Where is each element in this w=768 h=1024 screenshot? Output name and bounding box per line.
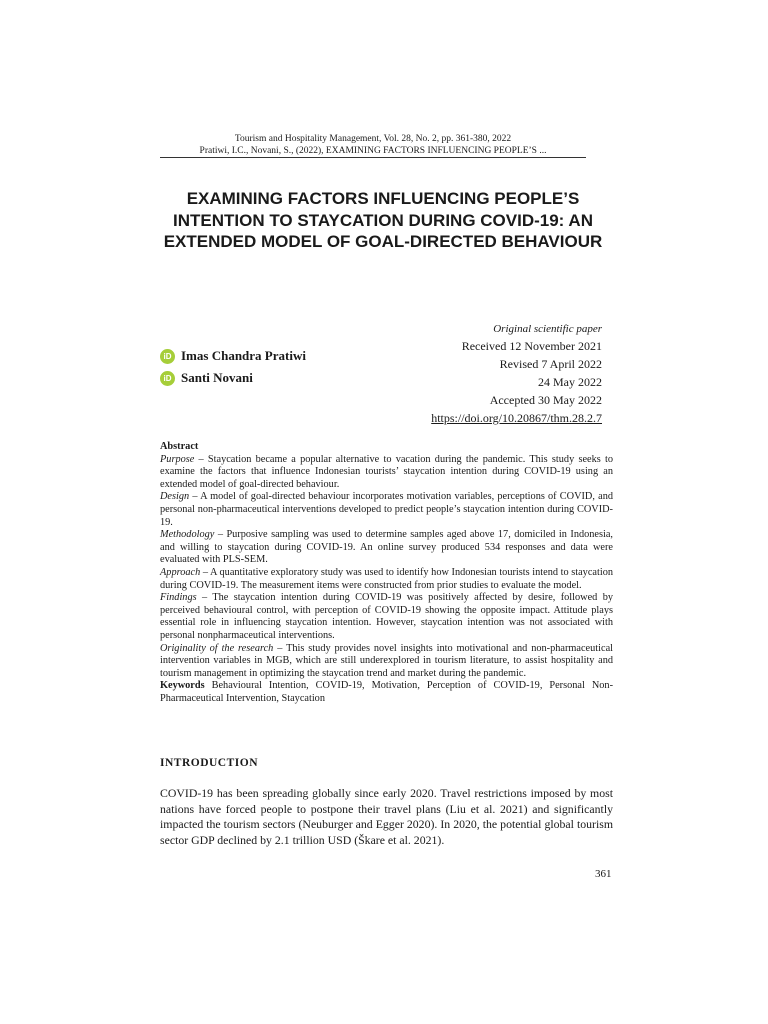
introduction-heading: INTRODUCTION — [160, 757, 259, 769]
paper-title: EXAMINING FACTORS INFLUENCING PEOPLE’S INTENTION TO STAYCATION DURING COVID-19: AN EXTENDED MODEL OF GOAL-DIRECTED BEHAVIOUR — [163, 189, 603, 251]
orcid-icon[interactable]: iD — [160, 349, 175, 364]
abstract-purpose — [160, 454, 613, 492]
keywords-label: Keywords — [160, 680, 205, 692]
author-item — [160, 368, 306, 388]
author-item — [160, 346, 306, 366]
journal-line: Tourism and Hospitality Management, Vol. 28, No. 2, pp. 361-380, 2022 — [234, 134, 512, 144]
originality-text: – This study provides novel insights into motivational and non-pharmaceutical intervention variables in MGB, which are still underexplored in tourism literature, to assist hospitality and tourism management in optimizing the staycation trend and market during the pandemic. — [160, 642, 613, 679]
approach-label: Approach — [160, 566, 201, 578]
abstract — [160, 441, 613, 705]
author-name: Imas Chandra Pratiwi — [181, 348, 306, 363]
design-text: – A model of goal-directed behaviour incorporates motivation variables, perceptions of COVID, and personal non-pharmaceutical interventions developed to predict people’s staycation intention during COVID-19. — [160, 491, 613, 528]
findings-label: Findings — [160, 592, 197, 604]
accepted-date: Accepted 30 May 2022 — [489, 393, 602, 407]
introduction-paragraph: COVID-19 has been spreading globally since early 2020. Travel restrictions imposed by most nations have forced people to postpone their travel plans (Liu et al. 2021) and significantly impacted the tourism sectors (Neuburger and Egger 2020). In 2020, the potential global tourism sector GDP declined by 2.1 trillion USD (Škare et al. 2021). — [160, 786, 613, 847]
abstract-heading: Abstract — [160, 441, 199, 452]
keywords-text: Behavioural Intention, COVID-19, Motivation, Perception of COVID-19, Personal Non-Pharmaceutical Intervention, Staycation — [160, 680, 613, 704]
paper-meta — [342, 322, 602, 427]
purpose-label: Purpose — [160, 453, 195, 465]
abstract-findings — [160, 592, 613, 642]
design-label: Design — [160, 491, 190, 503]
running-header — [160, 133, 586, 157]
originality-label: Originality of the research — [160, 642, 274, 654]
paper-type: Original scientific paper — [493, 323, 602, 335]
findings-text: – The staycation intention during COVID-19 was positively affected by desire, followed by perceived behavioural control, with perception of COVID-19 showing the opposite impact. Attitude plays essential role in influencing staycation intention. However, staycation intention was not associated with personal nonpharmaceutical interventions. — [160, 592, 613, 641]
citation-line: Pratiwi, I.C., Novani, S., (2022), EXAMINING FACTORS INFLUENCING PEOPLE’S ... — [199, 146, 547, 156]
methodology-text: – Purposive sampling was used to determine samples aged above 17, domiciled in Indonesia, and willing to staycation during COVID-19. An online survey produced 534 responses and data were evaluated with PLS-SEM. — [160, 529, 613, 566]
revised-date-2: 24 May 2022 — [538, 375, 602, 389]
page-number: 361 — [595, 868, 612, 880]
methodology-label: Methodology — [160, 529, 215, 541]
revised-date: Revised 7 April 2022 — [499, 357, 602, 371]
orcid-icon[interactable]: iD — [160, 371, 175, 386]
purpose-text: – Staycation became a popular alternative to vacation during the pandemic. This study seeks to examine the factors that influence Indonesian tourists’ staycation intention during COVID-19 using an extended model of goal-directed behaviour. — [160, 453, 613, 490]
approach-text: – A quantitative exploratory study was used to identify how Indonesian tourists intend to staycation during COVID-19. The measurement items were constructed from prior studies to evaluate the model. — [160, 566, 613, 591]
abstract-approach — [160, 567, 613, 592]
header-rule — [160, 157, 586, 158]
abstract-keywords — [160, 680, 613, 705]
author-list — [160, 346, 306, 390]
abstract-originality — [160, 643, 613, 681]
doi-link[interactable]: https://doi.org/10.20867/thm.28.2.7 — [431, 411, 602, 425]
author-name: Santi Novani — [181, 370, 253, 385]
abstract-methodology — [160, 529, 613, 567]
received-date: Received 12 November 2021 — [461, 339, 602, 353]
abstract-design — [160, 491, 613, 529]
